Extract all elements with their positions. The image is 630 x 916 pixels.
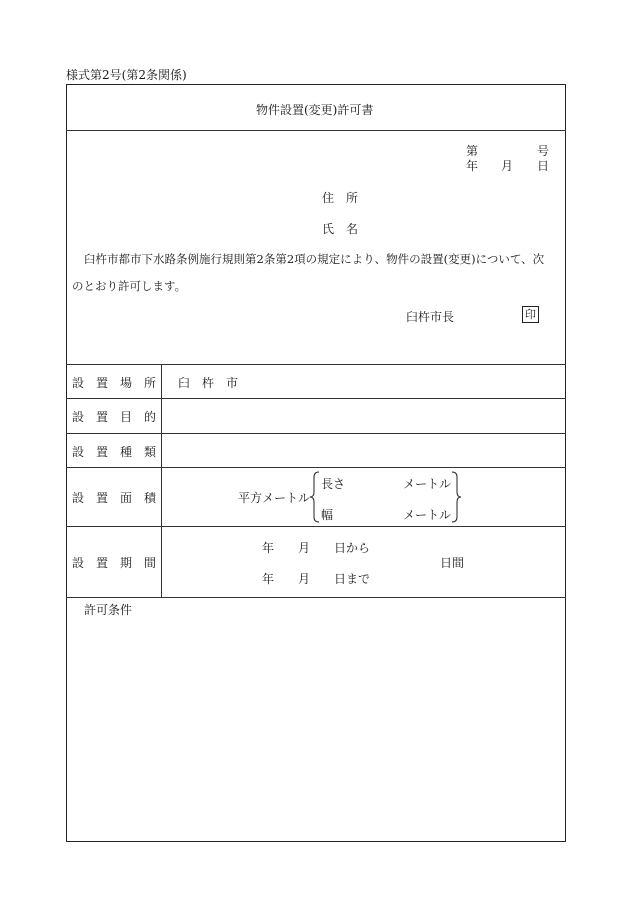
period-days: 日間 [440, 556, 465, 570]
row-divider [66, 597, 566, 598]
name-label: 氏 名 [322, 222, 359, 236]
width-label: 幅 [321, 508, 334, 522]
body-text-line-1: 臼杵市都市下水路条例施行規則第2条第2項の規定により、物件の設置(変更)について、次 [84, 252, 545, 266]
area-unit: 平方メートル [238, 491, 311, 505]
row-divider [66, 398, 566, 399]
body-text-line-2: のとおり許可します。 [72, 279, 187, 293]
column-divider [161, 364, 162, 597]
left-brace-icon [310, 471, 320, 523]
purpose-label: 設 置 目 的 [72, 410, 157, 424]
body-divider [66, 364, 566, 365]
issuer-title: 臼杵市長 [406, 310, 455, 324]
date-month: 月 [501, 159, 514, 173]
form-title: 物件設置(変更)許可書 [256, 103, 374, 117]
row-divider [66, 433, 566, 434]
number-suffix: 号 [537, 144, 550, 158]
title-divider [66, 130, 566, 131]
period-label: 設 置 期 間 [72, 556, 157, 570]
right-brace-icon [451, 471, 461, 523]
period-to: 年 月 日まで [262, 572, 371, 586]
form-code: 様式第2号(第2条関係) [66, 68, 187, 82]
seal-mark: 印 [522, 306, 539, 323]
location-value: 臼 杵 市 [178, 376, 239, 390]
width-unit: メートル [403, 508, 452, 522]
number-prefix: 第 [466, 144, 479, 158]
type-label: 設 置 種 類 [72, 445, 157, 459]
row-divider [66, 467, 566, 468]
length-label: 長さ [321, 477, 346, 491]
date-year: 年 [466, 159, 479, 173]
date-day: 日 [537, 159, 550, 173]
address-label: 住 所 [322, 191, 359, 205]
period-from: 年 月 日から [262, 541, 371, 555]
row-divider [66, 526, 566, 527]
area-label: 設 置 面 積 [72, 491, 157, 505]
length-unit: メートル [403, 477, 452, 491]
conditions-label: 許可条件 [84, 603, 133, 617]
location-label: 設 置 場 所 [72, 376, 157, 390]
permit-form-frame [66, 84, 566, 842]
